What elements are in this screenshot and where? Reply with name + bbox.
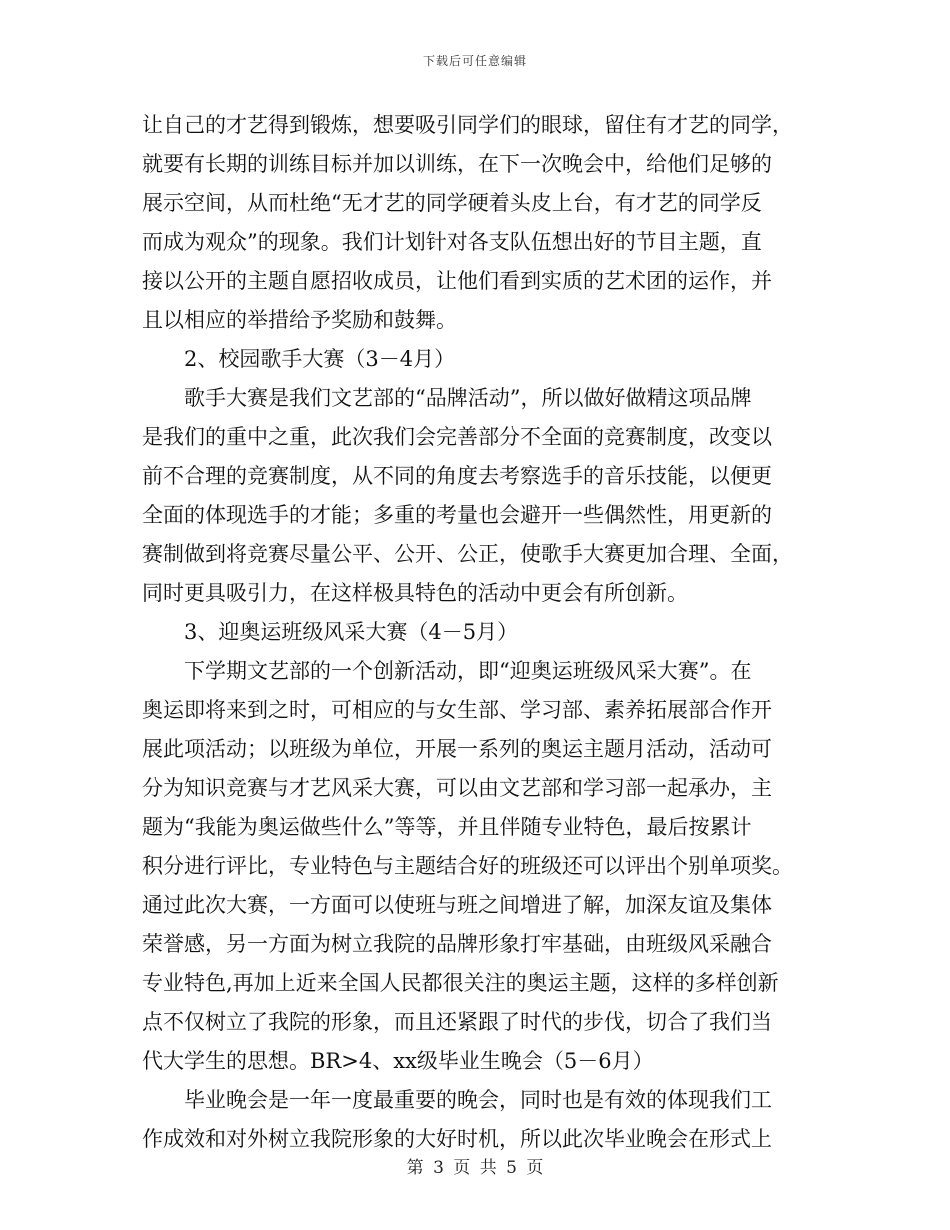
text-line: 接以公开的主题自愿招收成员，让他们看到实质的艺术团的运作，并 (142, 269, 772, 293)
text-line: 赛制做到将竞赛尽量公平、公开、公正，使歌手大赛更加合理、全面， (142, 542, 793, 566)
text-line: 代大学生的思想。BR>4、xx级毕业生晚会（5－6月） (142, 1049, 654, 1073)
text-line: 是我们的重中之重，此次我们会完善部分不全面的竞赛制度，改变以 (142, 425, 772, 449)
text-line: 同时更具吸引力，在这样极具特色的活动中更会有所创新。 (142, 581, 688, 605)
text-line: 展示空间，从而杜绝“无才艺的同学硬着头皮上台，有才艺的同学反 (142, 191, 762, 215)
text-line: 题为“我能为奥运做些什么”等等，并且伴随专业特色，最后按累计 (142, 815, 752, 839)
page-footer: 第 3 页 共 5 页 (406, 1158, 544, 1178)
text-line: 作成效和对外树立我院形象的大好时机，所以此次毕业晚会在形式上 (142, 1127, 772, 1151)
text-line: 分为知识竞赛与才艺风采大赛，可以由文艺部和学习部一起承办，主 (142, 776, 772, 800)
text-line: 而成为观众”的现象。我们计划针对各支队伍想出好的节目主题，直 (142, 230, 762, 254)
text-line: 通过此次大赛，一方面可以使班与班之间增进了解，加深友谊及集体 (142, 893, 772, 917)
text-line: 3、迎奥运班级风采大赛（4－5月） (184, 620, 519, 644)
text-line: 展此项活动；以班级为单位，开展一系列的奥运主题月活动，活动可 (142, 737, 772, 761)
text-line: 点不仅树立了我院的形象，而且还紧跟了时代的步伐，切合了我们当 (142, 1010, 772, 1034)
text-line: 就要有长期的训练目标并加以训练，在下一次晚会中，给他们足够的 (142, 152, 772, 176)
text-line: 歌手大赛是我们文艺部的“品牌活动”，所以做好做精这项品牌 (184, 386, 752, 410)
text-line: 奥运即将来到之时，可相应的与女生部、学习部、素养拓展部合作开 (142, 698, 772, 722)
text-line: 毕业晚会是一年一度最重要的晚会，同时也是有效的体现我们工 (184, 1088, 772, 1112)
text-line: 2、校园歌手大赛（3－4月） (184, 347, 456, 371)
text-line: 下学期文艺部的一个创新活动，即“迎奥运班级风采大赛”。在 (184, 659, 752, 683)
text-line: 全面的体现选手的才能；多重的考量也会避开一些偶然性，用更新的 (142, 503, 772, 527)
document-body (142, 106, 807, 1159)
text-line: 荣誉感，另一方面为树立我院的品牌形象打牢基础，由班级风采融合 (142, 932, 772, 956)
text-line: 且以相应的举措给予奖励和鼓舞。 (142, 308, 457, 332)
text-line: 专业特色,再加上近来全国人民都很关注的奥运主题，这样的多样创新 (142, 971, 779, 995)
text-line: 让自己的才艺得到锻炼，想要吸引同学们的眼球，留住有才艺的同学， (142, 113, 793, 137)
page-header: 下载后可任意编辑 (422, 54, 527, 68)
text-line: 前不合理的竞赛制度，从不同的角度去考察选手的音乐技能，以便更 (142, 464, 772, 488)
text-line: 积分进行评比，专业特色与主题结合好的班级还可以评出个别单项奖。 (142, 854, 793, 878)
